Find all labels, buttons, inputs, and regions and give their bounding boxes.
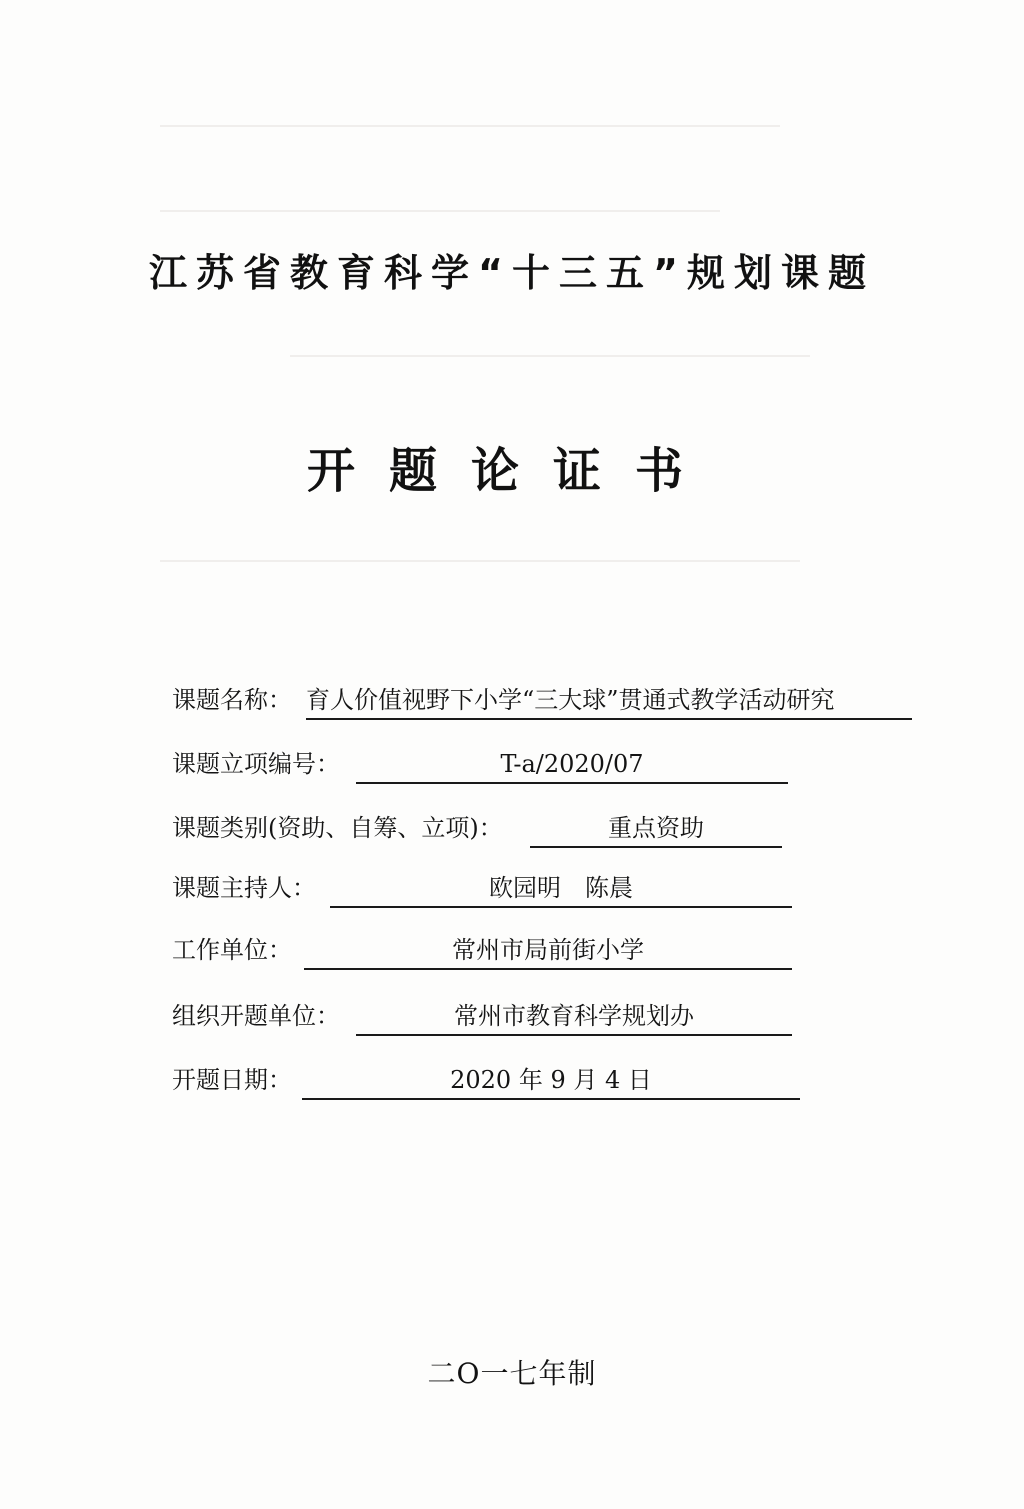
field-label: 课题立项编号：: [172, 750, 340, 778]
document-footer: 二O一七年制: [427, 1357, 597, 1390]
field-label: 课题主持人：: [172, 874, 316, 902]
scan-artifact: [160, 210, 720, 212]
field-date: [172, 1060, 804, 1100]
field-label: 开题日期：: [172, 1066, 292, 1094]
field-label: 课题名称：: [172, 686, 292, 714]
field-value: T-a/2020/07: [356, 744, 788, 784]
field-value: 常州市教育科学规划办: [356, 996, 792, 1036]
scan-artifact: [160, 560, 800, 562]
document-subtitle: 开题论证书: [306, 443, 717, 499]
field-host: [172, 868, 797, 908]
field-topic-name: [172, 680, 932, 720]
field-label: 课题类别(资助、自筹、立项)：: [172, 814, 503, 842]
field-label: 组织开题单位：: [172, 1002, 340, 1030]
document-title: 江苏省教育科学“十三五”规划课题: [149, 251, 875, 295]
field-label: 工作单位：: [172, 936, 292, 964]
field-organizer: [172, 996, 797, 1036]
field-value: 育人价值视野下小学“三大球”贯通式教学活动研究: [306, 680, 912, 720]
field-work-unit: [172, 930, 797, 970]
field-value: 常州市局前街小学: [304, 930, 792, 970]
field-value: 欧园明 陈晨: [330, 868, 792, 908]
field-project-number: [172, 744, 792, 784]
field-value: 2020 年 9 月 4 日: [302, 1060, 800, 1100]
field-category: [172, 808, 792, 848]
scan-artifact: [290, 355, 810, 357]
scan-artifact: [160, 125, 780, 127]
field-value: 重点资助: [530, 808, 782, 848]
